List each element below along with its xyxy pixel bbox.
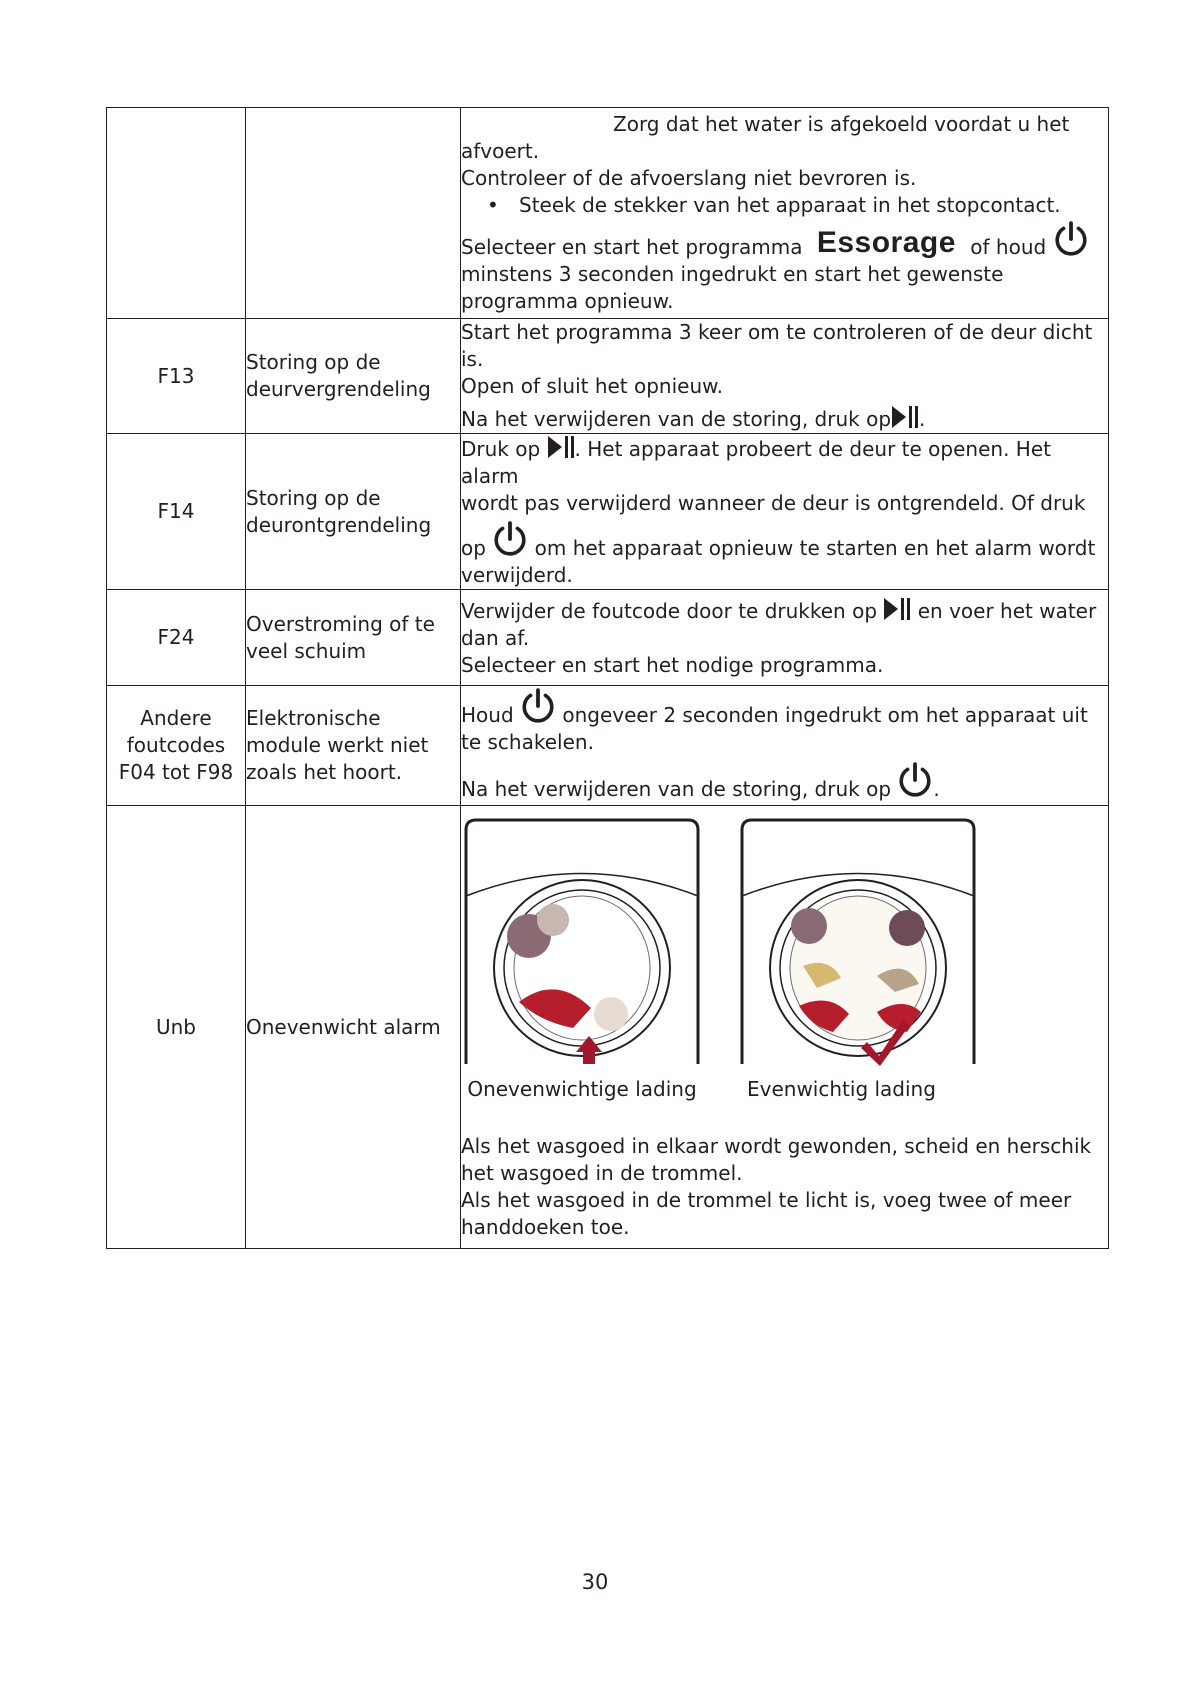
solution-text: . (933, 777, 940, 801)
error-code: F13 (107, 319, 246, 434)
solution-text: . Het apparaat probeert de deur te openen. Het alarm (461, 437, 1051, 488)
power-icon (897, 762, 933, 798)
solution-cell (461, 686, 1109, 806)
play-pause-icon (547, 434, 575, 460)
solution-text: verwijderd. (461, 563, 573, 587)
solution-text: of houd (970, 235, 1047, 259)
unbalanced-load-figure (461, 816, 703, 1103)
solution-text: wordt pas verwijderd wanneer de deur is ontgrendeld. Of druk (461, 491, 1086, 515)
solution-text: Druk op (461, 437, 541, 461)
solution-text: om het apparaat opnieuw te starten en het alarm wordt (534, 536, 1096, 560)
solution-text: Selecteer en start het programma (461, 235, 803, 259)
unbalanced-drum-image (461, 816, 703, 1066)
error-description: Onevenwicht alarm (246, 806, 461, 1249)
bullet-text: Steek de stekker van het apparaat in het stopcontact. (519, 193, 1061, 217)
error-code: F14 (107, 434, 246, 590)
error-description: Storing op de deurontgrendeling (246, 434, 461, 590)
solution-text: Als het wasgoed in de trommel te licht is, voeg twee of meer handdoeken toe. (461, 1188, 1072, 1239)
balanced-caption: Evenwichtig lading (747, 1077, 936, 1101)
solution-cell (461, 319, 1109, 434)
table-row (107, 806, 1109, 1249)
solution-text: Start het programma 3 keer om te controleren of de deur dicht is. (461, 320, 1093, 371)
table-row (107, 319, 1109, 434)
solution-text: dan af. (461, 626, 530, 650)
solution-text: Na het verwijderen van de storing, druk op (461, 407, 892, 431)
error-description: Storing op de deurvergrendeling (246, 319, 461, 434)
error-code: Andere foutcodes F04 tot F98 (107, 686, 246, 806)
solution-text: Open of sluit het opnieuw. (461, 374, 724, 398)
unbalanced-caption: Onevenwichtige lading (467, 1077, 697, 1101)
power-icon (1053, 221, 1089, 257)
balanced-drum-image (737, 816, 979, 1066)
table-row (107, 108, 1109, 319)
power-icon (520, 688, 556, 724)
load-balance-illustrations (461, 816, 1108, 1103)
description-cell (246, 108, 461, 319)
error-code: Unb (107, 806, 246, 1249)
solution-text: . (919, 407, 926, 431)
balanced-load-figure (737, 816, 979, 1103)
solution-text: en voer het water (917, 599, 1097, 623)
power-icon (492, 521, 528, 557)
solution-cell (461, 434, 1109, 590)
solution-text: programma opnieuw. (461, 289, 674, 313)
solution-text: Als het wasgoed in elkaar wordt gewonden, scheid en herschik het wasgoed in de trommel. (461, 1134, 1092, 1185)
bullet-item: • Steek de stekker van het apparaat in het stopcontact. (487, 193, 1061, 217)
table-row (107, 434, 1109, 590)
solution-text: te schakelen. (461, 730, 594, 754)
solution-text: op (461, 536, 486, 560)
solution-text: afvoert. (461, 139, 540, 163)
code-cell (107, 108, 246, 319)
solution-text: ongeveer 2 seconden ingedrukt om het apparaat uit (562, 703, 1088, 727)
solution-cell (461, 590, 1109, 686)
solution-text: minstens 3 seconden ingedrukt en start het gewenste (461, 262, 1004, 286)
table-row (107, 686, 1109, 806)
error-code: F24 (107, 590, 246, 686)
page-number: 30 (581, 1570, 609, 1594)
error-description: Overstroming of te veel schuim (246, 590, 461, 686)
solution-cell (461, 108, 1109, 319)
solution-cell (461, 806, 1109, 1249)
essorage-label: Essorage (816, 226, 956, 259)
solution-text: Houd (461, 703, 514, 727)
solution-text: Selecteer en start het nodige programma. (461, 653, 884, 677)
play-pause-icon (883, 596, 911, 622)
error-description: Elektronische module werkt niet zoals het hoort. (246, 686, 461, 806)
solution-text: Controleer of de afvoerslang niet bevroren is. (461, 166, 917, 190)
play-pause-icon (891, 404, 919, 430)
solution-text: Verwijder de foutcode door te drukken op (461, 599, 878, 623)
error-code-table (106, 107, 1109, 1249)
table-row (107, 590, 1109, 686)
solution-text: Na het verwijderen van de storing, druk op (461, 777, 892, 801)
solution-text: Zorg dat het water is afgekoeld voordat u het (613, 112, 1070, 136)
